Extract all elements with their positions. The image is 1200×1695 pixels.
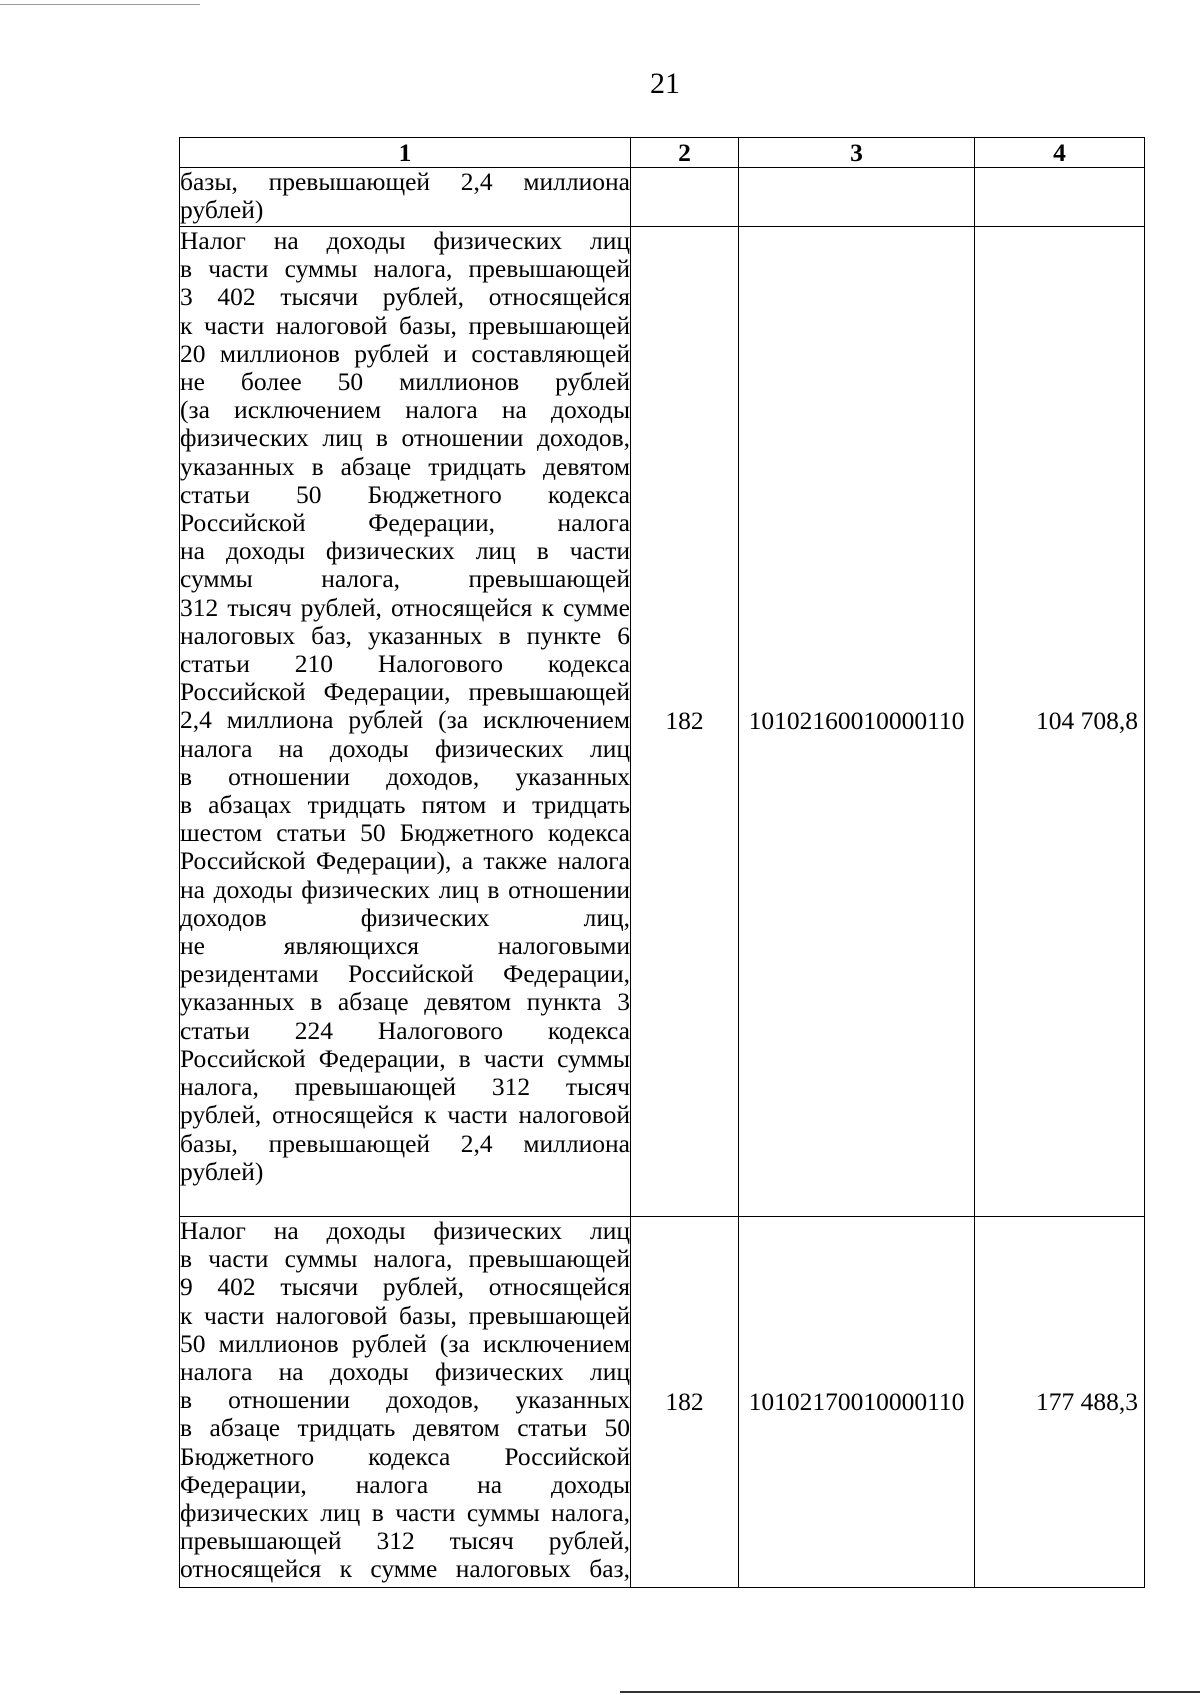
header-col-1: 1 [180, 138, 631, 168]
description-line: 20 миллионов рублей и составляющей [180, 338, 630, 368]
row-description [180, 227, 631, 1217]
description-line: статьи 224 Налогового кодекса [180, 1015, 630, 1045]
description-line: Российской Федерации, превышающей [180, 677, 630, 707]
description-line: относящейся к сумме налоговых баз, [180, 1554, 630, 1584]
row-description [180, 1217, 631, 1588]
description-line: Федерации, налога на доходы [180, 1469, 630, 1499]
table-row [180, 168, 1145, 227]
description-line: к части налоговой базы, превышающей [180, 310, 630, 340]
admin-code: 182 [631, 1217, 739, 1588]
description-line: 2,4 миллиона рублей (за исключением [180, 705, 630, 735]
description-line: не более 50 миллионов рублей [180, 367, 630, 397]
description-line: к части налоговой базы, превышающей [180, 1300, 630, 1330]
admin-code [631, 168, 739, 227]
description-line: налога на доходы физических лиц [180, 733, 630, 763]
scan-edge-mark [0, 4, 200, 5]
scan-edge-mark [620, 1691, 1200, 1693]
description-line: в части суммы налога, превышающей [180, 254, 630, 284]
description-line: налоговых баз, указанных в пункте 6 [180, 620, 630, 650]
description-line: на доходы физических лиц в отношении [180, 874, 630, 904]
revenue-table [179, 137, 1145, 1588]
header-col-2: 2 [631, 138, 739, 168]
description-line: налога, превышающей 312 тысяч [180, 1072, 630, 1102]
description-line: не являющихся налоговыми [180, 931, 630, 961]
description-line: Российской Федерации, в части суммы [180, 1043, 630, 1073]
description-line: превышающей 312 тысяч рублей, [180, 1526, 630, 1556]
description-line: Бюджетного кодекса Российской [180, 1441, 630, 1471]
description-line: 50 миллионов рублей (за исключением [180, 1328, 630, 1358]
row-description [180, 168, 631, 227]
description-line: физических лиц в отношении доходов, [180, 423, 630, 453]
kbk-code: 10102160010000110 [739, 227, 975, 1217]
table-row [180, 1217, 1145, 1588]
description-line: (за исключением налога на доходы [180, 395, 630, 425]
description-line: рублей) [180, 1156, 264, 1186]
description-line: 9 402 тысячи рублей, относящейся [180, 1272, 630, 1302]
table-row [180, 227, 1145, 1217]
kbk-code: 10102170010000110 [739, 1217, 975, 1588]
page-number: 21 [650, 67, 680, 100]
description-line: базы, превышающей 2,4 миллиона [180, 1128, 630, 1158]
description-line: на доходы физических лиц в части [180, 536, 630, 566]
table-header-row [180, 138, 1145, 168]
description-line: 3 402 тысячи рублей, относящейся [180, 282, 630, 312]
amount: 104 708,8 [975, 227, 1145, 1217]
admin-code: 182 [631, 227, 739, 1217]
description-line: в отношении доходов, указанных [180, 761, 630, 791]
description-line: Налог на доходы физических лиц [180, 226, 630, 255]
description-line: 312 тысяч рублей, относящейся к сумме [180, 592, 630, 622]
description-line: рублей, относящейся к части налоговой [180, 1100, 630, 1130]
description-line: статьи 210 Налогового кодекса [180, 649, 630, 679]
description-line: указанных в абзаце тридцать девятом [180, 451, 630, 481]
description-line: в отношении доходов, указанных [180, 1385, 630, 1415]
description-line: резидентами Российской Федерации, [180, 959, 630, 989]
amount [975, 168, 1145, 227]
description-line: в абзаце тридцать девятом статьи 50 [180, 1413, 630, 1443]
header-col-3: 3 [739, 138, 975, 168]
description-line: в части суммы налога, превышающей [180, 1244, 630, 1274]
description-line: суммы налога, превышающей [180, 564, 630, 594]
description-line: рублей) [180, 195, 264, 225]
description-line: указанных в абзаце девятом пункта 3 [180, 987, 630, 1017]
description-line: Российской Федерации, налога [180, 508, 630, 538]
amount: 177 488,3 [975, 1217, 1145, 1588]
header-col-4: 4 [975, 138, 1145, 168]
description-line: Налог на доходы физических лиц [180, 1216, 630, 1245]
description-line: физических лиц в части суммы налога, [180, 1498, 630, 1528]
description-line: налога на доходы физических лиц [180, 1357, 630, 1387]
description-line: базы, превышающей 2,4 миллиона [180, 167, 630, 196]
kbk-code [739, 168, 975, 227]
description-line: статьи 50 Бюджетного кодекса [180, 479, 630, 509]
description-line: доходов физических лиц, [180, 902, 630, 932]
description-line: в абзацах тридцать пятом и тридцать [180, 790, 630, 820]
description-line: шестом статьи 50 Бюджетного кодекса [180, 818, 630, 848]
description-line: Российской Федерации), а также налога [180, 846, 630, 876]
